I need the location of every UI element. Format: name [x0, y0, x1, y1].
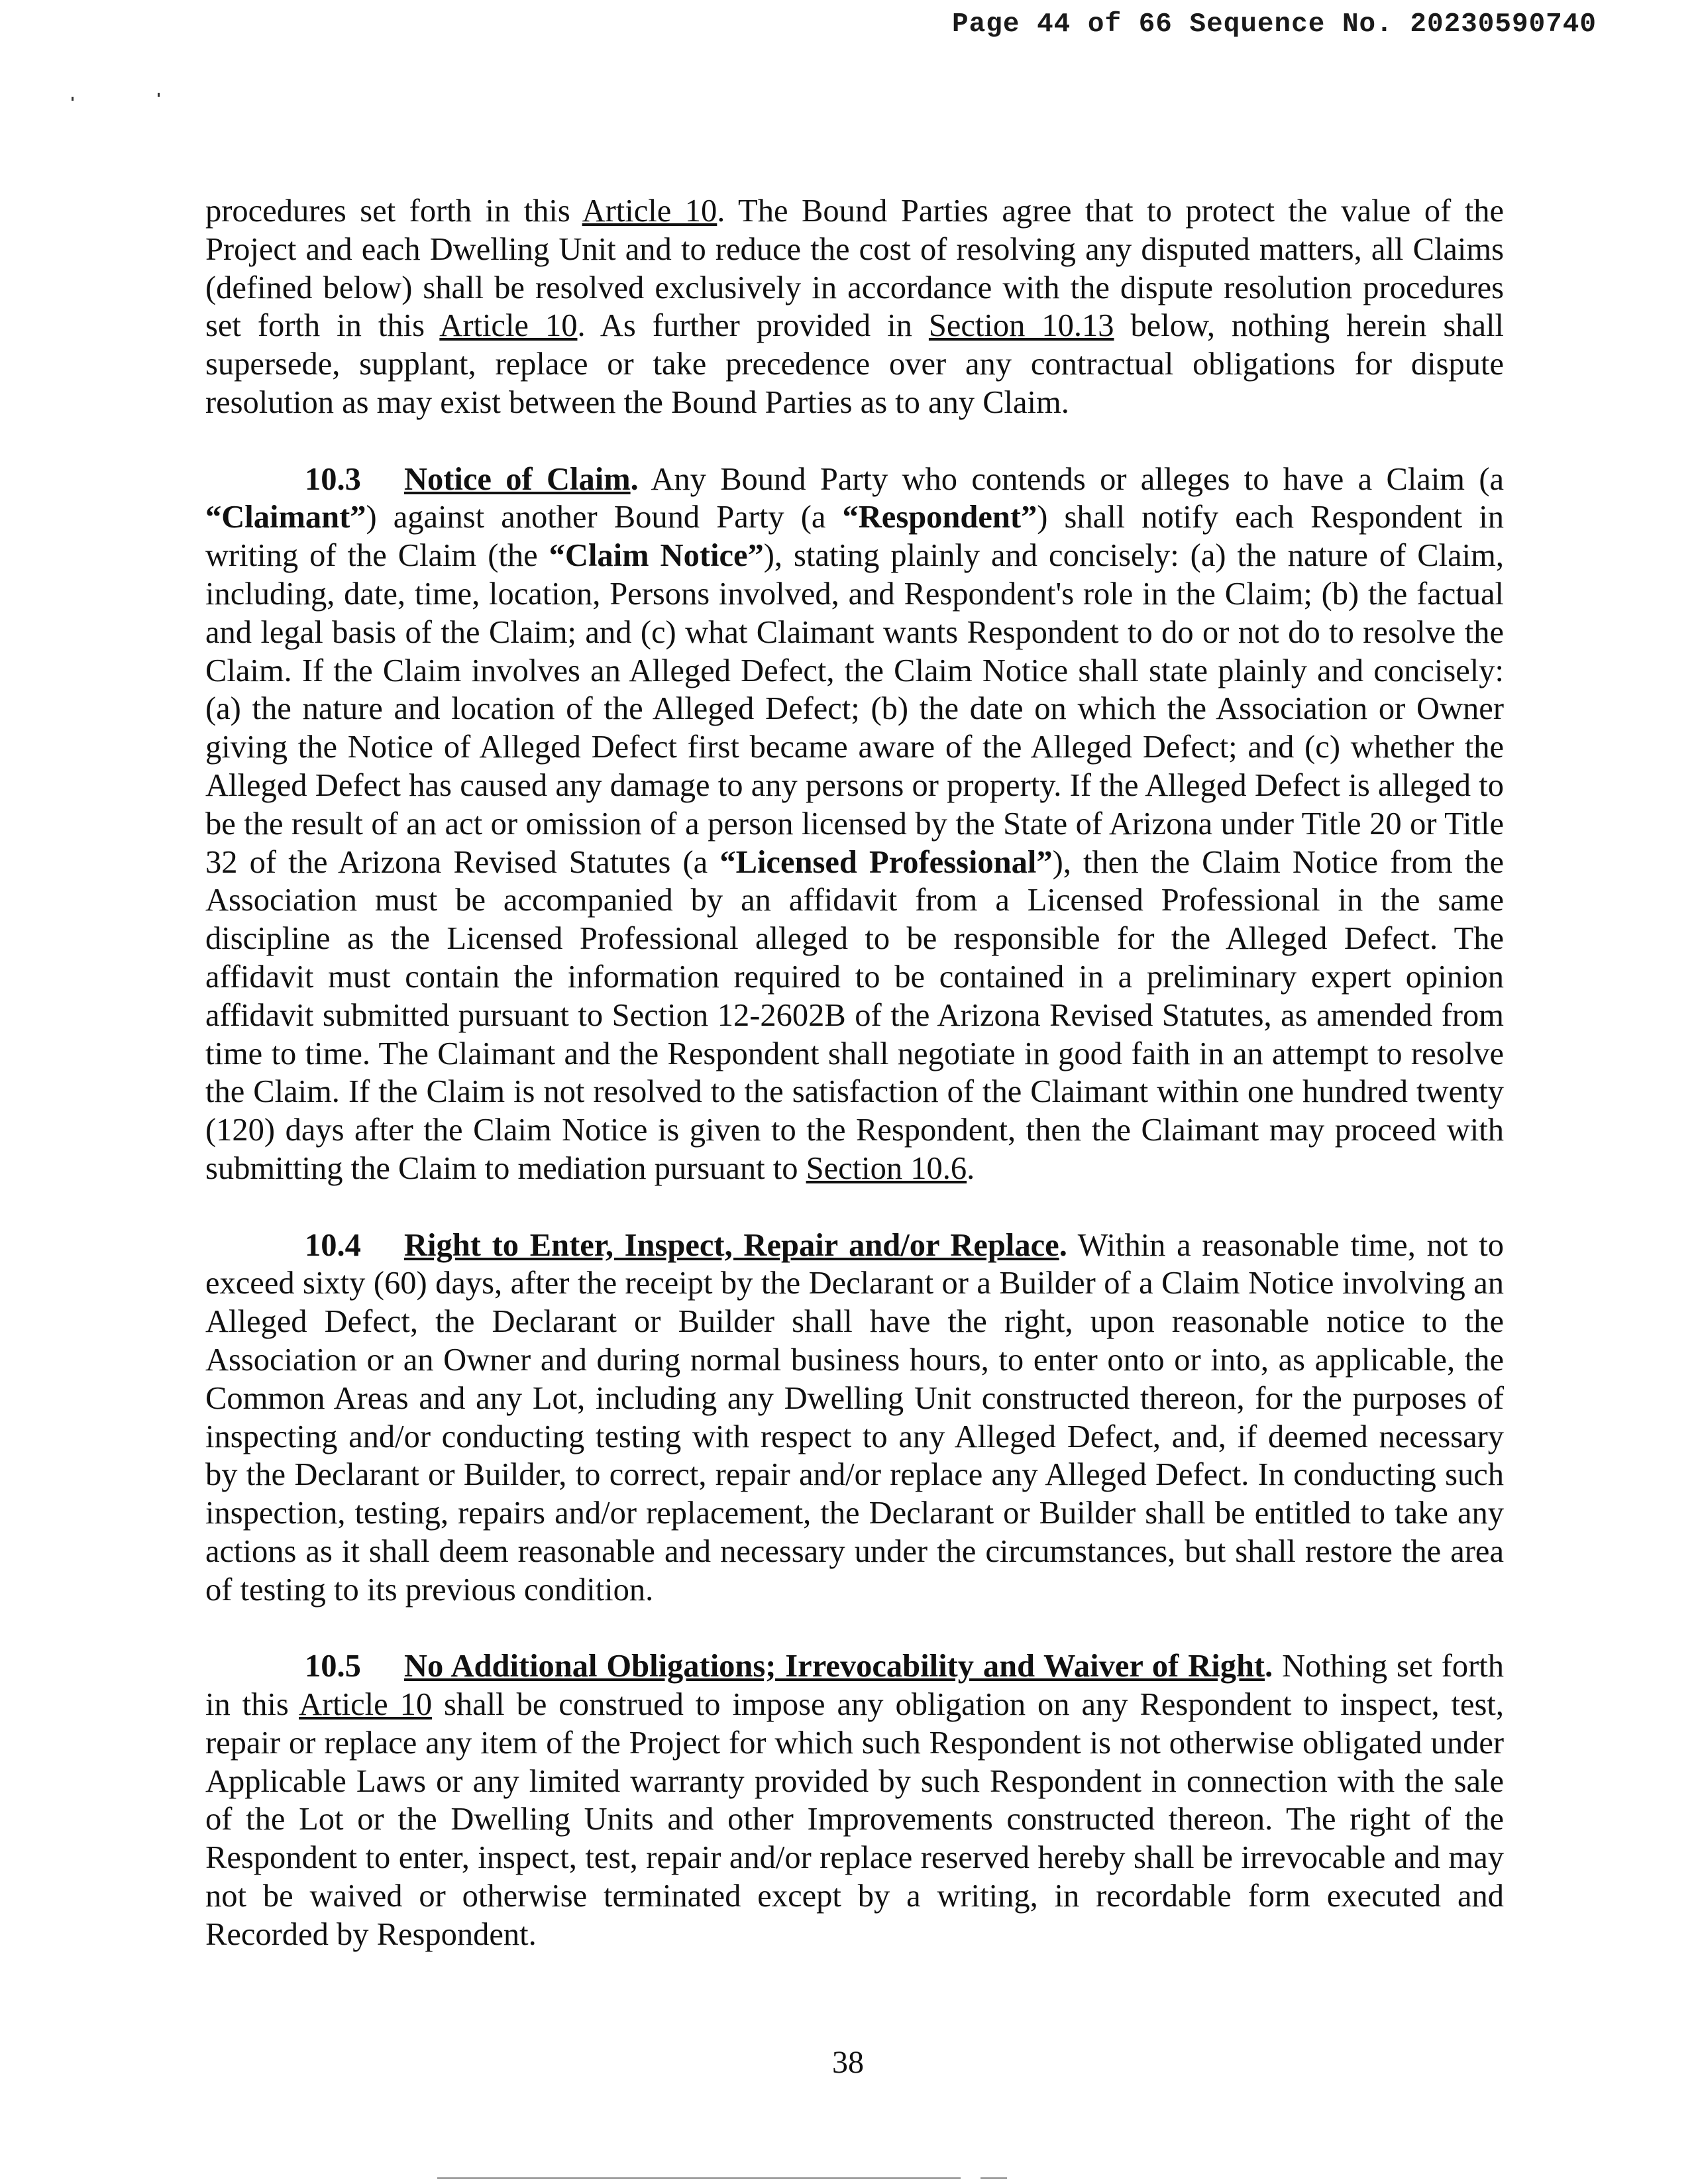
defined-term-claim-notice: “Claim Notice” [549, 538, 764, 574]
defined-term-claimant: “Claimant” [205, 500, 366, 535]
footer-dash [980, 2177, 1007, 2179]
scan-speck [72, 97, 74, 101]
section-10-4 [205, 1227, 1504, 1610]
section-number: 10.3 [305, 461, 361, 497]
text-run: Nothing set forth in this [205, 1649, 1504, 1723]
section-title-period: . [1265, 1649, 1273, 1684]
text-run: . [967, 1150, 975, 1186]
section-10-6-reference: Section 10.6 [806, 1150, 967, 1186]
text-run: ), stating plainly and concisely: (a) the nature of Claim, including, date, time, location, Persons involved, and Respondent's role in the Claim; (b) the factual and legal basis of the Claim; and (c) what Claimant wants Respondent to do or not do to resolve the Claim. If the Claim involves an Alleged Defect, the Claim Notice shall state plainly and concisely: (a) the nature and location of the Alleged Defect; (b) the date on which the Association or Owner giving the Notice of Alleged Defect first became aware of the Alleged Defect; and (c) whether the Alleged Defect has caused any damage to any persons or property. If the Alleged Defect is alleged to be the result of an act or omission of a person licensed by the State of Arizona under Title 20 or Title 32 of the Arizona Revised Statutes (a [205, 538, 1504, 880]
scan-speck [158, 93, 160, 97]
section-title-period: . [630, 461, 639, 497]
article-10-reference: Article 10 [582, 193, 717, 229]
text-run: below, nothing herein shall supersede, supplant, replace or take precedence over any contractual obligations for dispute resolution as may exist between the Bound Parties as to any Claim. [205, 308, 1505, 420]
section-title: Notice of Claim [404, 461, 631, 497]
page-number: 38 [832, 2045, 864, 2080]
defined-term-licensed-professional: “Licensed Professional” [719, 844, 1053, 880]
text-run: . As further provided in [577, 308, 929, 344]
article-10-reference: Article 10 [439, 308, 578, 344]
section-10-13-reference: Section 10.13 [928, 308, 1114, 344]
text-run: Within a reasonable time, not to exceed sixty (60) days, after the receipt by the Declarant or a Builder of a Claim Notice involving an Alleged Defect, the Declarant or Builder shall have the right, upon reasonable notice to the Association or an Owner and during normal business hours, to enter onto or into, as applicable, the Common Areas and any Lot, including any Dwelling Unit constructed thereon, for the purposes of inspecting and/or conducting testing with respect to any Alleged Defect, and, if deemed necessary by the Declarant or Builder, to correct, repair and/or replace any Alleged Defect. In conducting such inspection, testing, repairs and/or replacement, the Declarant or Builder shall be entitled to take any actions as it shall deem reasonable and necessary under the circumstances, but shall restore the area of testing to its previous condition. [205, 1227, 1505, 1608]
section-10-5 [205, 1647, 1504, 1953]
text-run: Any Bound Party who contends or alleges to have a Claim (a [638, 461, 1505, 497]
footer-rule [437, 2177, 961, 2179]
text-run: ) shall notify each Respondent in writing of the Claim (the [205, 500, 1504, 574]
text-run: shall be construed to impose any obligation on any Respondent to inspect, test, repair or replace any item of the Project for which such Respondent is not otherwise obligated under Applicable Laws or any limited warranty provided by such Respondent in connection with the sale of the Lot or the Dwelling Units and other Improvements constructed thereon. The right of the Respondent to enter, inspect, test, repair and/or replace reserved hereby shall be irrevocable and may not be waived or otherwise terminated except by a writing, in recordable form executed and Recorded by Respondent. [205, 1687, 1504, 1952]
page-sequence-header: Page 44 of 66 Sequence No. 20230590740 [952, 9, 1597, 40]
text-run: procedures set forth in this [205, 193, 582, 229]
section-number: 10.4 [305, 1227, 361, 1263]
section-title: No Additional Obligations; Irrevocability and Waiver of Right [404, 1649, 1265, 1684]
defined-term-respondent: “Respondent” [842, 500, 1037, 535]
article-10-reference: Article 10 [299, 1687, 433, 1723]
section-number: 10.5 [305, 1649, 361, 1684]
section-10-3 [205, 461, 1504, 1188]
text-run: . The Bound Parties agree that to protect the value of the Project and each Dwelling Unit and to reduce the cost of resolving any disputed matters, all Claims (defined below) shall be resolved exclusively in accordance with the dispute resolution procedures set forth in this [205, 193, 1504, 344]
section-title: Right to Enter, Inspect, Repair and/or Replace [404, 1227, 1059, 1263]
text-run: ) against another Bound Party (a [366, 500, 843, 535]
paragraph-intro [205, 192, 1504, 422]
text-run: ), then the Claim Notice from the Association must be accompanied by an affidavit from a Licensed Professional in the same discipline as the Licensed Professional alleged to be responsible for the Alleged Defect. The affidavit must contain the information required to be contained in a preliminary expert opinion affidavit submitted pursuant to Section 12-2602B of the Arizona Revised Statutes, as amended from time to time. The Claimant and the Respondent shall negotiate in good faith in an attempt to resolve the Claim. If the Claim is not resolved to the satisfaction of the Claimant within one hundred twenty (120) days after the Claim Notice is given to the Respondent, then the Claimant may proceed with submitting the Claim to mediation pursuant to [205, 844, 1504, 1186]
document-body [205, 192, 1504, 1992]
section-title-period: . [1059, 1227, 1067, 1263]
